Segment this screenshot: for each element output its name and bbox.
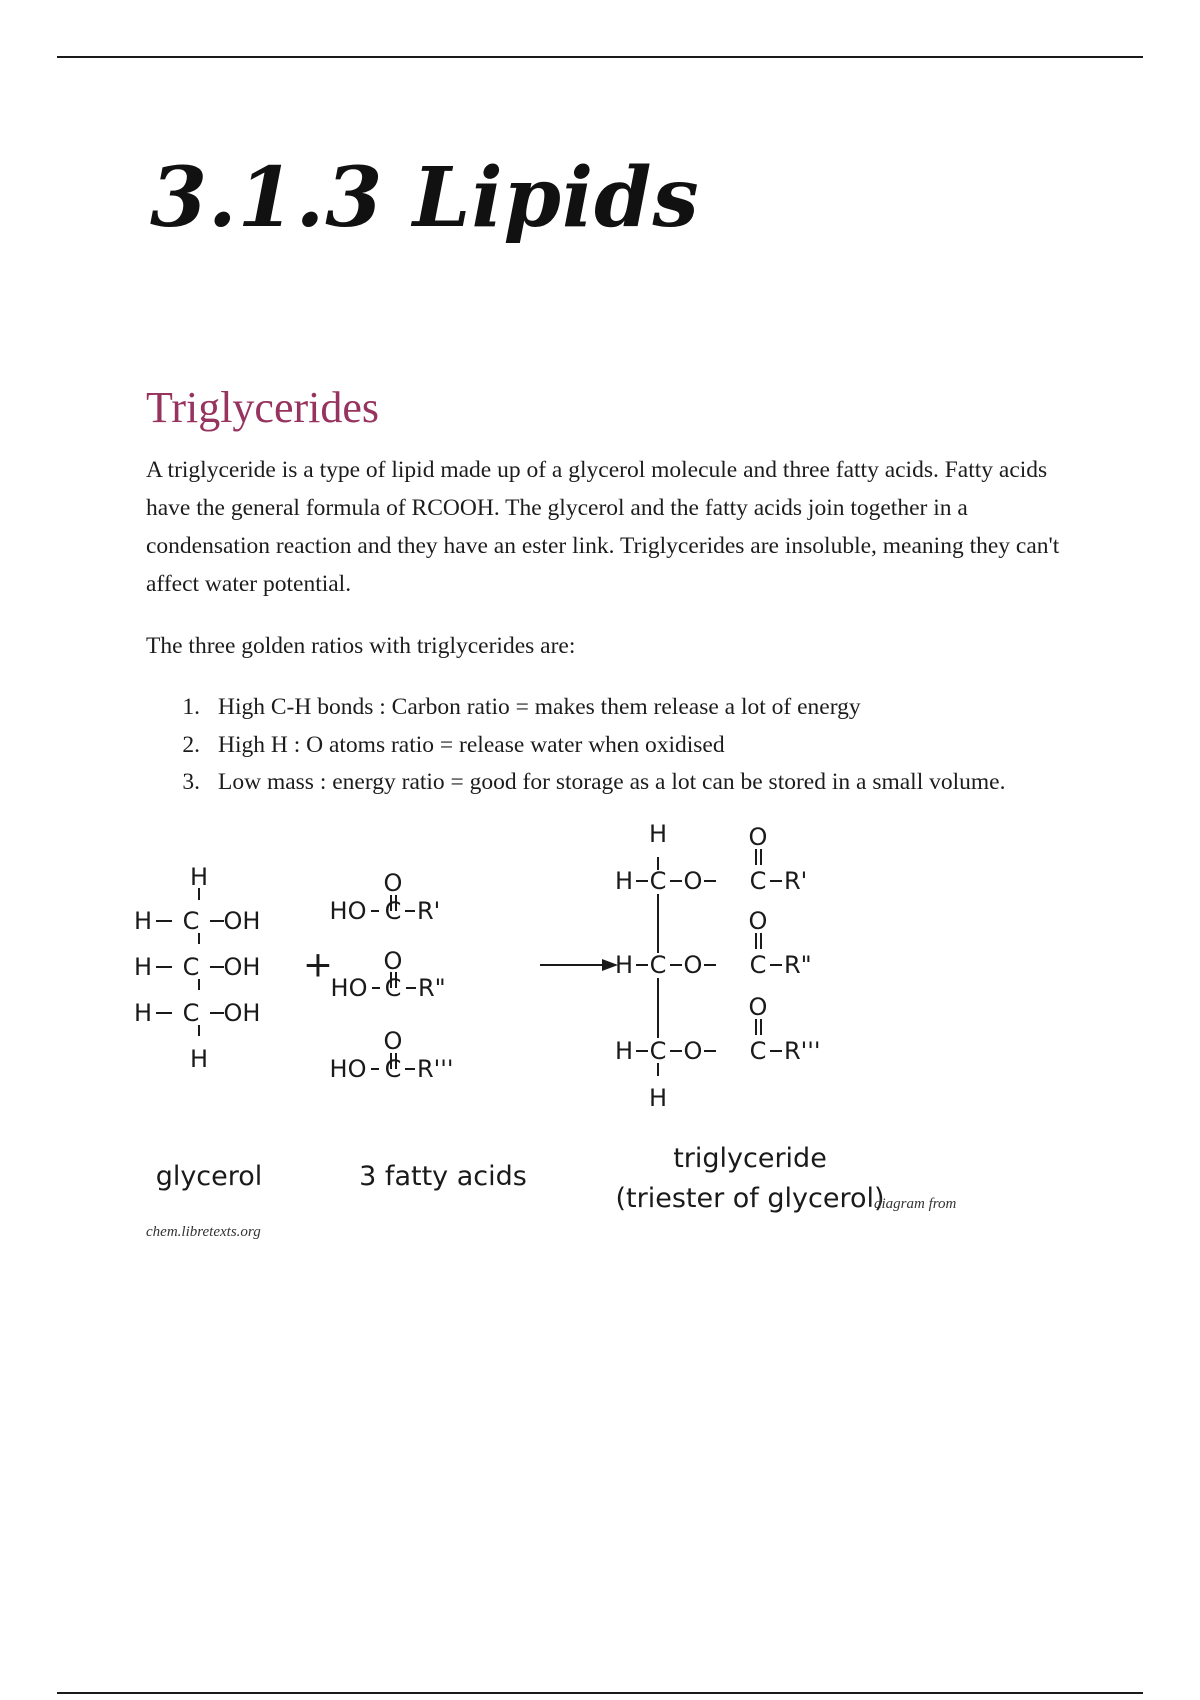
label-triester: (triester of glycerol) (615, 1183, 885, 1214)
atom-c: C (649, 867, 667, 895)
atom-o: O (683, 867, 703, 895)
atom-h: H (614, 867, 634, 895)
ratio-list (146, 689, 1146, 802)
diagram-credit-source: chem.libretexts.org (146, 1224, 261, 1240)
atom-c: C (182, 953, 200, 981)
atom-c: C (182, 907, 200, 935)
r-group: R' (784, 867, 808, 895)
plus-sign: + (302, 944, 334, 986)
bottom-rule (57, 1692, 1143, 1694)
group-ho: HO (330, 974, 368, 1002)
list-text: High C-H bonds : Carbon ratio = makes them release a lot of energy (218, 694, 861, 720)
atom-o: O (683, 1037, 703, 1065)
atom-o: O (383, 1027, 403, 1055)
atom-c: C (749, 951, 767, 979)
atom-c: C (384, 974, 402, 1002)
atom-h: H (614, 1037, 634, 1065)
atom-h: H (614, 951, 634, 979)
atom-h: H (133, 953, 153, 981)
section-heading: Triglycerides (146, 383, 380, 432)
atom-o: O (383, 869, 403, 897)
atom-c: C (749, 1037, 767, 1065)
atom-o: O (748, 907, 768, 935)
list-item (146, 727, 1146, 765)
atom-c: C (384, 897, 402, 925)
group-oh: OH (223, 953, 261, 981)
atom-c: C (182, 999, 200, 1027)
group-ho: HO (329, 897, 367, 925)
atom-h: H (648, 820, 668, 848)
r-group: R' (417, 897, 441, 925)
group-oh: OH (223, 907, 261, 935)
group-ho: HO (329, 1055, 367, 1083)
triglyceride-formation-diagram (130, 810, 1010, 1230)
page-title: 3.1.3 Lipids (150, 150, 700, 246)
atom-c: C (649, 1037, 667, 1065)
r-group: R" (784, 951, 812, 979)
atom-h: H (189, 863, 209, 891)
list-text: High H : O atoms ratio = release water when oxidised (218, 731, 725, 758)
diagram-credit: diagram from (874, 1196, 957, 1212)
list-number: 2. (182, 731, 200, 758)
label-glycerol: glycerol (155, 1161, 263, 1192)
r-group: R''' (784, 1037, 821, 1065)
label-fatty-acids: 3 fatty acids (359, 1161, 527, 1192)
atom-h: H (133, 907, 153, 935)
group-oh: OH (223, 999, 261, 1027)
atom-o: O (383, 947, 403, 975)
list-number: 3. (182, 769, 200, 795)
top-rule (57, 56, 1143, 58)
label-triglyceride: triglyceride (673, 1143, 827, 1174)
ratios-intro: The three golden ratios with triglycerides are: (146, 633, 576, 659)
atom-c: C (384, 1055, 402, 1083)
intro-paragraph: A triglyceride is a type of lipid made up of a glycerol molecule and three fatty acids. Fatty acids have the general formula of RCOOH. The glycerol and the fatty acids join together in a condensation reaction and they have an ester link. Triglycerides are insoluble, meaning they can't affect water potential. (146, 457, 1060, 597)
r-group: R" (418, 974, 446, 1002)
r-group: R''' (417, 1055, 454, 1083)
list-item (146, 689, 1146, 727)
atom-c: C (749, 867, 767, 895)
list-item (146, 764, 1146, 802)
atom-c: C (649, 951, 667, 979)
atom-h: H (648, 1084, 668, 1112)
atom-o: O (683, 951, 703, 979)
atom-h: H (133, 999, 153, 1027)
atom-o: O (748, 993, 768, 1021)
atom-h: H (189, 1045, 209, 1073)
list-number: 1. (182, 694, 200, 720)
list-text: Low mass : energy ratio = good for storage as a lot can be stored in a small volume. (218, 769, 1006, 795)
atom-o: O (748, 823, 768, 851)
